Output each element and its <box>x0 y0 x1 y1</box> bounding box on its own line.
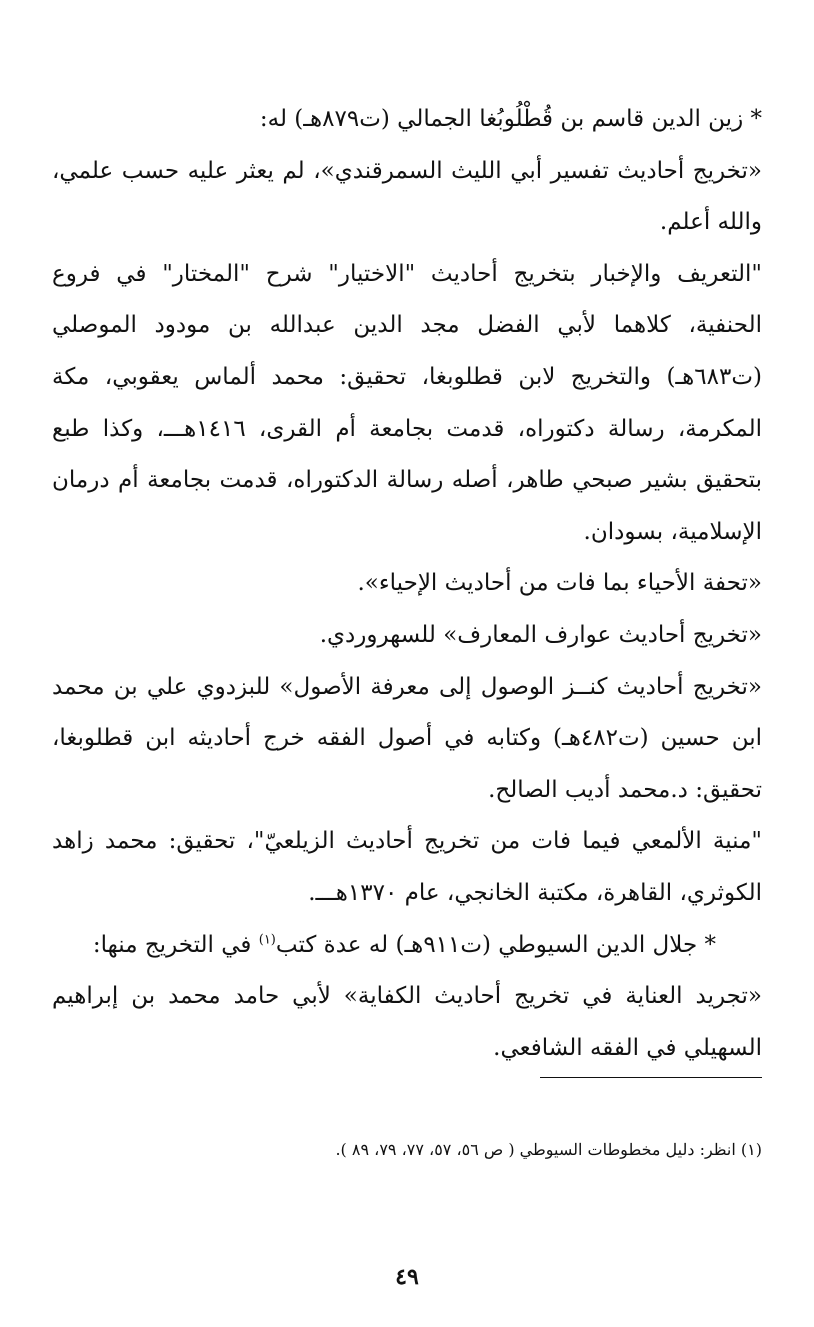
entry-kanz-al-wusul: «تخريج أحاديث كنــز الوصول إلى معرفة الأصول» للبزدوي علي بن محمد ابن حسين (ت٤٨٢هـ) وكتابه في أصول الفقه خرج أحاديثه ابن قطلوبغا، تحقيق: د.محمد أديب الصالح. <box>52 673 763 803</box>
suyuti-text-after: في التخريج منها: <box>92 931 259 958</box>
page-number: ٤٩ <box>395 1264 419 1290</box>
entry-takhrij-samarqandi: «تخريج أحاديث تفسير أبي الليث السمرقندي»، لم يعثر عليه حسب علمي، والله أعلم. <box>52 157 762 236</box>
entry-tarif-wal-ikhbar: "التعريف والإخبار بتخريج أحاديث "الاختيار" شرح "المختار" في فروع الحنفية، كلاهما لأبي الفضل مجد الدين عبدالله بن مودود الموصلي (ت٦٨٣هـ) والتخريج لابن قطلوبغا، تحقيق: محمد ألماس يعقوبي، مكة المكرمة، رسالة دكتوراه، قدمت بجامعة أم القرى، ١٤١٦هـــ، وكذا طبع بتحقيق بشير صبحي طاهر، أصله رسالة الدكتوراه، قدمت بجامعة أم درمان الإسلامية، بسودان. <box>52 260 763 545</box>
entry-awarif-al-maarif: «تخريج أحاديث عوارف المعارف» للسهروردي. <box>319 621 762 648</box>
main-text <box>52 94 762 1074</box>
entry-tuhfat-al-ahya: «تحفة الأحياء بما فات من أحاديث الإحياء». <box>357 570 762 597</box>
suyuti-text-before: * جلال الدين السيوطي (ت٩١١هـ) له عدة كتب <box>275 931 716 958</box>
entry-jalal-al-suyuti <box>52 920 762 972</box>
footnote-text: (١) انظر: دليل مخطوطات السيوطي ( ص ٥٦، ٥٧، ٧٧، ٧٩، ٨٩ ). <box>335 1140 762 1159</box>
footnote-reference[interactable]: (١) <box>258 931 276 947</box>
entry-tajrid-al-inaya: «تجريد العناية في تخريج أحاديث الكفاية» لأبي حامد محمد بن إبراهيم السهيلي في الفقه الشافعي. <box>52 983 762 1061</box>
footnote-divider <box>540 1077 762 1078</box>
entry-munyat-al-almai: "منية الألمعي فيما فات من تخريج أحاديث الزيلعيّ"، تحقيق: محمد زاهد الكوثري، القاهرة، مكتبة الخانجي، عام ١٣٧٠هـــ. <box>52 828 762 906</box>
entry-qasim-ibn-qutlubugha: * زين الدين قاسم بن قُطْلُوبُغا الجمالي (ت٨٧٩هـ) له: <box>259 106 762 132</box>
